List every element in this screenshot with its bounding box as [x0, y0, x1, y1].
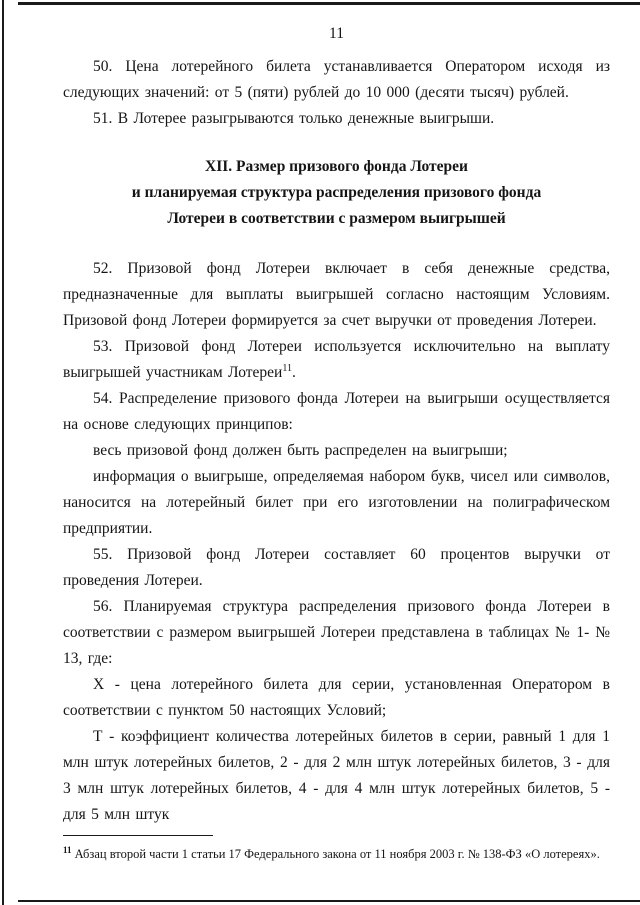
section-heading-line-2: и планируемая структура распределения призового фонда [131, 184, 542, 201]
footnote-11-text: Абзац второй части 1 статьи 17 Федерального закона от 11 ноября 2003 г. № 138-ФЗ «О лотереях». [71, 847, 600, 861]
paragraph-53-end: . [291, 364, 296, 381]
scan-edge-left [2, 0, 4, 905]
footnote-block [63, 835, 610, 897]
paragraph-56-variable-x: Х - цена лотерейного билета для серии, установленная Оператором в соответствии с пунктом 50 настоящих Условий; [63, 676, 610, 719]
footnote-11-marker: 11 [63, 844, 72, 855]
paragraph-54-item-1: весь призовой фонд должен быть распределен на выигрыши; [93, 442, 508, 459]
footnote-separator-rule [63, 835, 213, 836]
paragraph-54-item-2: информация о выигрыше, определяемая набором букв, чисел или символов, наносится на лотерейный билет при его изготовлении на полиграфическом предприятии. [63, 468, 610, 537]
section-heading [63, 154, 610, 232]
paragraph-56: 56. Планируемая структура распределения призового фонда Лотереи в соответствии с размером выигрышей Лотереи представлена в таблицах № 1- № 13, где: [63, 598, 610, 667]
paragraph-52: 52. Призовой фонд Лотереи включает в себя денежные средства, предназначенные для выплаты выигрышей согласно настоящим Условиям. Призовой фонд Лотереи формируется за счет выручки от проведения Лотереи. [63, 260, 610, 329]
page-number: 11 [329, 25, 344, 42]
paragraph-53 [63, 334, 610, 386]
paragraph-53-text: 53. Призовой фонд Лотереи используется исключительно на выплату выигрышей участникам Лотереи [63, 338, 610, 381]
paragraph-56-variable-t: Т - коэффициент количества лотерейных билетов в серии, равный 1 для 1 млн штук лотерейных билетов, 2 - для 2 млн штук лотерейных билетов, 3 - для 3 млн штук лотерейных билетов, 4 - для 4 млн штук лотерейных билетов, 5 - для 5 млн штук [63, 728, 610, 823]
paragraph-55: 55. Призовой фонд Лотереи составляет 60 процентов выручки от проведения Лотереи. [63, 546, 610, 589]
section-heading-line-3: Лотереи в соответствии с размером выигрышей [167, 210, 506, 227]
footnote-reference-11: 11 [282, 362, 292, 374]
paragraph-54: 54. Распределение призового фонда Лотереи на выигрыши осуществляется на основе следующих принципов: [63, 390, 610, 433]
scan-edge-top [18, 2, 640, 5]
paragraph-50: 50. Цена лотерейного билета устанавливается Оператором исходя из следующих значений: от 5 (пяти) рублей до 10 000 (десяти тысяч) рублей. [63, 58, 610, 101]
paragraph-51: 51. В Лотерее разыгрываются только денежные выигрыши. [93, 110, 495, 127]
scan-edge-bottom [18, 900, 640, 902]
section-heading-line-1: XII. Размер призового фонда Лотереи [205, 158, 468, 175]
footnote-11 [63, 842, 610, 863]
